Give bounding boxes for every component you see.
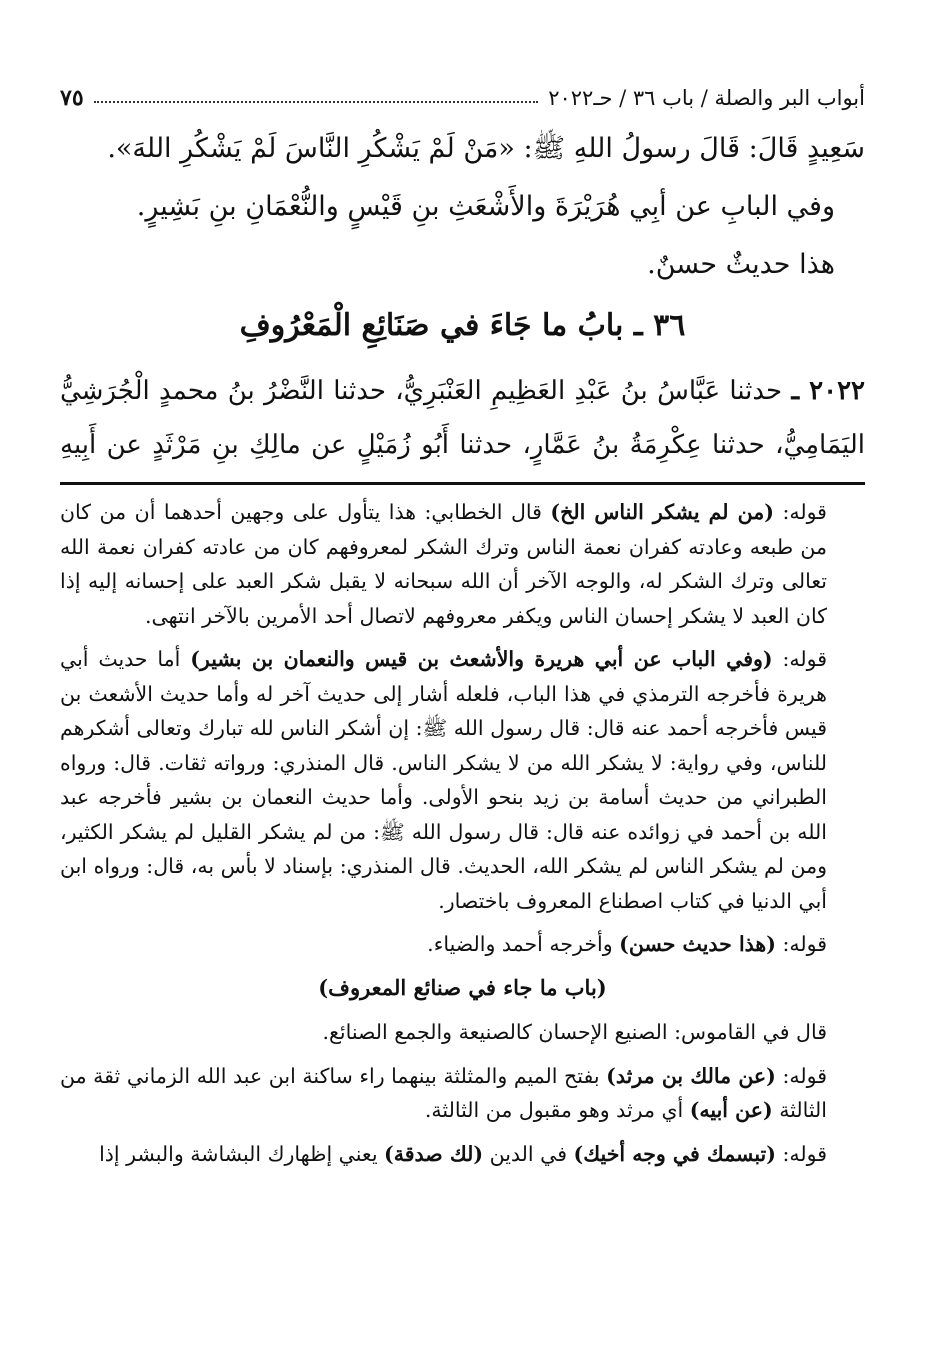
running-header [60,80,865,116]
commentary-body: قال في القاموس: الصنيع الإحسان كالصنيعة والجمع الصنائع. [322,1020,827,1044]
commentary-paragraph [60,495,865,633]
commentary-body: بفتح الميم والمثلثة بينهما راء ساكنة ابن عبد الله الزماني ثقة من الثالثة [60,1063,827,1122]
main-text [60,120,865,294]
commentary-body: وأخرجه أحمد والضياء. [427,932,620,956]
commentary-quote: (من لم يشكر الناس الخ) [550,500,774,524]
running-title: أبواب البر والصلة / باب ٣٦ / حـ٢٠٢٢ [548,86,865,110]
commentary-prefix: قوله: [772,647,827,671]
commentary-body: يعني إظهارك البشاشة والبشر إذا [99,1141,385,1166]
commentary-chapter-heading: (باب ما جاء في صنائع المعروف) [318,974,607,1000]
commentary [60,495,865,1171]
commentary-paragraph [60,927,865,962]
footnote-divider [60,482,865,485]
commentary-body: أي مرثد وهو مقبول من الثالثة. [424,1098,690,1122]
commentary-prefix: قوله: [773,500,827,524]
commentary-prefix: قوله: [775,1141,827,1166]
commentary-quote: (لك صدقة) [384,1141,484,1166]
commentary-quote: (تبسمك في وجه أخيك) [573,1141,776,1166]
main-text-line-3: هذا حديثٌ حسنٌ. [647,249,835,280]
hadith-text [60,364,865,472]
commentary-quote: (هذا حديث حسن) [619,932,776,956]
commentary-body: قال الخطابي: هذا يتأول على وجهين أحدهما أن من كان من طبعه وعادته كفران نعمة الناس وترك الشكر لمعروفهم كان من عادته كفران نعمة الله تعالى وترك الشكر له، والوجه الآخر أن الله سبحانه لا يقبل شكر العبد على إحسانه إليه إذا كان العبد لا يشكر إحسان الناس ويكفر معروفهم لاتصال أحد الأمرين بالآخر انتهى. [60,500,827,628]
hadith-number: ٢٠٢٢ ـ [791,376,865,406]
commentary-paragraph [60,642,865,918]
book-page [60,80,865,1319]
hadith-body: حدثنا عَبَّاسُ بنُ عَبْدِ العَظِيمِ العَنْبَرِيُّ، حدثنا النَّضْرُ بنُ محمدٍ الْجُرَشِيُّ اليَمَامِيُّ، حدثنا عِكْرِمَةُ بنُ عَمَّارٍ، حدثنا أَبُو زُمَيْلٍ عن مالِكِ بنِ مَرْثَدٍ عن أَبِيهِ [60,376,865,460]
main-text-line-2: وفي البابِ عن أبِي هُرَيْرَةَ والأَشْعَثِ بنِ قَيْسٍ والنُّعْمَانِ بنِ بَشِيرٍ. [136,191,835,222]
page-number: ٧٥ [60,85,84,111]
commentary-paragraph [60,1059,865,1128]
commentary-prefix: قوله: [775,1063,827,1088]
commentary-quote: (عن أبيه) [689,1098,773,1122]
commentary-quote: (عن مالك بن مرثد) [606,1063,776,1088]
commentary-prefix: قوله: [775,932,827,956]
commentary-paragraph [60,1137,865,1172]
chapter-title: ٣٦ ـ بابُ ما جَاءَ في صَنَائِعِ الْمَعْرُوفِ [239,308,686,343]
commentary-quote: (وفي الباب عن أبي هريرة والأشعث بن قيس والنعمان بن بشير) [190,647,773,671]
commentary-body: في الدين [483,1141,574,1166]
header-leader-dots [94,101,539,103]
main-text-line-1: سَعِيدٍ قَالَ: قَالَ رسولُ اللهِ ﷺ: «مَنْ لَمْ يَشْكُرِ النَّاسَ لَمْ يَشْكُرِ اللهَ». [107,133,865,164]
commentary-paragraph [60,1015,865,1050]
commentary-body: أما حديث أبي هريرة فأخرجه الترمذي في هذا الباب، فلعله أشار إلى حديث آخر له وأما حديث الأشعث بن قيس فأخرجه أحمد عنه قال: قال رسول الله ﷺ: إن أشكر الناس لله تبارك وتعالى أشكرهم للناس، وفي رواية: لا يشكر الله من لا يشكر الناس. قال المنذري: ورواته ثقات. قال: ورواه الطبراني من حديث أسامة بن زيد بنحو الأولى. وأما حديث النعمان بن بشير فأخرجه عبد الله بن أحمد في زوائده عنه قال: قال رسول الله ﷺ: من لم يشكر القليل لم يشكر الكثير، ومن لم يشكر الناس لم يشكر الله، الحديث. قال المنذري: بإسناد لا بأس به، قال: ورواه ابن أبي الدنيا في كتاب اصطناع المعروف باختصار. [60,647,827,913]
